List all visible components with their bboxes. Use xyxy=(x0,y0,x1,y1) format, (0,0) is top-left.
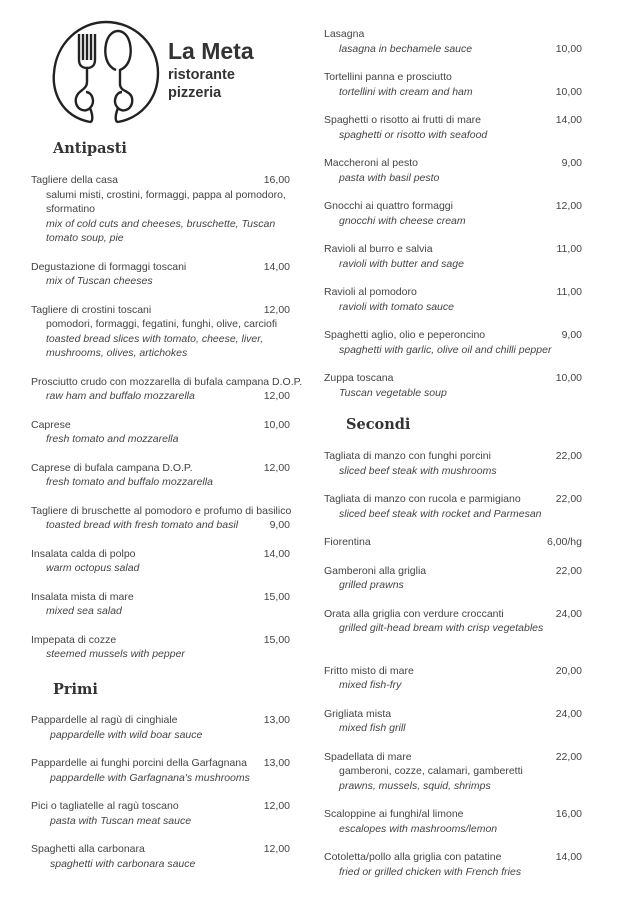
menu-item xyxy=(31,303,290,361)
dish-ingredients-row xyxy=(31,188,290,203)
dish-price: 11,00 xyxy=(556,243,582,255)
dish-name: Degustazione di formaggi toscani xyxy=(31,260,187,273)
dish-name: Spaghetti aglio, olio e peperoncino xyxy=(324,329,486,341)
dish-name-row xyxy=(31,756,290,771)
dish-name-row xyxy=(31,303,290,318)
menu-item xyxy=(31,590,290,619)
dish-translation-row xyxy=(31,857,290,872)
dish-translation: tortellini with cream and ham xyxy=(339,85,473,98)
dish-translation-row xyxy=(31,346,290,361)
dish-translation-row xyxy=(324,257,582,272)
dish-ingredients-row xyxy=(31,202,290,217)
dish-translation: tomato soup, pie xyxy=(46,232,124,244)
dish-translation: pasta with Tuscan meat sauce xyxy=(50,814,192,827)
antipasti-list xyxy=(31,173,303,676)
dish-translation: sliced beef steak with rocket and Parmesan xyxy=(339,507,542,520)
dish-name-row xyxy=(324,371,582,386)
dish-price: 10,00 xyxy=(555,42,582,55)
dish-name: Spadellata di mare xyxy=(324,750,412,763)
dish-price: 11,00 xyxy=(556,286,582,298)
menu-item xyxy=(324,328,582,357)
dish-price: 16,00 xyxy=(263,174,290,186)
dish-translation: warm octopus salad xyxy=(46,562,140,574)
dish-translation: fried or grilled chicken with French fries xyxy=(339,865,522,878)
menu-item xyxy=(31,418,290,447)
menu-item xyxy=(31,461,290,490)
dish-name-row xyxy=(324,113,582,128)
dish-price: 24,00 xyxy=(555,707,582,720)
dish-translation: spaghetti with carbonara sauce xyxy=(50,857,196,870)
dish-name-row xyxy=(324,27,582,42)
dish-translation-row xyxy=(324,507,582,522)
dish-translation: escalopes with mashrooms/lemon xyxy=(339,822,498,835)
dish-name-row xyxy=(324,328,582,343)
dish-translation-row xyxy=(324,214,582,229)
brand-subtitle-pizzeria: pizzeria xyxy=(168,85,222,101)
dish-translation-row xyxy=(324,621,582,636)
dish-price: 15,00 xyxy=(263,633,290,646)
menu-item xyxy=(324,285,582,314)
dish-translation: fresh tomato and mozzarella xyxy=(46,433,179,445)
dish-price: 14,00 xyxy=(263,260,290,273)
dish-translation: mixed sea salad xyxy=(46,605,122,617)
menu-item xyxy=(324,156,582,185)
dish-translation: mix of cold cuts and cheeses, bruschette, Tuscan xyxy=(46,217,276,230)
dish-translation: spaghetti with garlic, olive oil and chilli pepper xyxy=(339,343,552,356)
dish-name: Scaloppine ai funghi/al limone xyxy=(324,808,464,820)
menu-item xyxy=(31,547,290,576)
fork-and-spoon-icon xyxy=(50,18,162,128)
menu-item xyxy=(324,492,582,521)
dish-name-row xyxy=(31,173,290,188)
menu-item xyxy=(324,707,582,736)
menu-item xyxy=(324,70,582,99)
dish-name-row xyxy=(31,633,290,648)
menu-item xyxy=(31,260,290,289)
dish-name: Impepata di cozze xyxy=(31,633,117,646)
dish-name-row xyxy=(324,285,582,300)
brand-subtitle-ristorante: ristorante xyxy=(168,67,235,83)
dish-translation: toasted bread slices with tomato, cheese, liver, xyxy=(46,332,264,345)
dish-name: Zuppa toscana xyxy=(324,372,394,384)
dish-ingredients-row xyxy=(31,317,290,332)
dish-translation: raw ham and buffalo mozzarella xyxy=(46,390,195,402)
dish-translation-row xyxy=(324,678,582,693)
heading-secondi: Secondi xyxy=(346,416,411,433)
dish-name-row xyxy=(324,750,582,765)
dish-price: 14,00 xyxy=(263,547,290,560)
dish-translation: sliced beef steak with mushrooms xyxy=(339,464,497,477)
primi-list-right xyxy=(324,27,582,414)
dish-name: Caprese di bufala campana D.O.P. xyxy=(31,461,193,474)
dish-translation: Tuscan vegetable soup xyxy=(339,386,447,399)
dish-ingredients: pomodori, formaggi, fegatini, funghi, olive, carciofi xyxy=(46,318,278,330)
dish-name: Insalata mista di mare xyxy=(31,590,134,603)
menu-item xyxy=(31,713,290,742)
dish-name-row xyxy=(324,449,582,464)
dish-name-row xyxy=(31,260,290,275)
dish-translation: pasta with basil pesto xyxy=(339,171,440,184)
dish-price: 14,00 xyxy=(555,851,582,863)
dish-translation: ravioli with tomato sauce xyxy=(339,300,454,313)
dish-price: 10,00 xyxy=(555,372,582,384)
dish-translation-row xyxy=(31,728,290,743)
dish-name-row xyxy=(31,547,290,562)
dish-name-row xyxy=(324,70,582,85)
dish-translation-row xyxy=(31,771,290,786)
dish-price: 9,00 xyxy=(561,329,582,341)
dish-name: Spaghetti o risotto ai frutti di mare xyxy=(324,114,481,126)
dish-ingredients-row xyxy=(324,764,582,779)
dish-price: 14,00 xyxy=(555,114,582,126)
dish-price: 13,00 xyxy=(263,757,290,769)
dish-name-row xyxy=(324,156,582,171)
dish-translation-row xyxy=(31,332,290,347)
dish-name: Cotoletta/pollo alla griglia con patatine xyxy=(324,851,502,863)
dish-name: Grigliata mista xyxy=(324,707,392,720)
dish-price: 12,00 xyxy=(555,200,582,212)
dish-name-row xyxy=(324,850,582,865)
dish-translation: steemed mussels with pepper xyxy=(46,648,185,660)
dish-name: Gnocchi ai quattro formaggi xyxy=(324,200,453,212)
dish-translation: mixed fish grill xyxy=(339,722,406,734)
dish-translation-row xyxy=(31,274,290,289)
dish-name-row xyxy=(324,492,582,507)
dish-translation-row xyxy=(31,389,290,404)
dish-price: 9,00 xyxy=(561,157,582,169)
dish-name: Fritto misto di mare xyxy=(324,664,414,677)
menu-item xyxy=(324,535,582,550)
dish-name: Pappardelle ai funghi porcini della Garfagnana xyxy=(31,757,247,769)
dish-name: Tortellini panna e prosciutto xyxy=(324,71,452,83)
dish-translation-row xyxy=(324,128,582,143)
dish-name: Orata alla griglia con verdure croccanti xyxy=(324,607,504,620)
dish-translation-row xyxy=(31,604,290,619)
menu-item xyxy=(324,113,582,142)
dish-price: 10,00 xyxy=(263,418,290,431)
dish-name-row xyxy=(324,242,582,257)
dish-name-row xyxy=(324,664,582,679)
menu-item xyxy=(324,607,582,636)
heading-primi: Primi xyxy=(53,681,98,698)
dish-name: Tagliere della casa xyxy=(31,174,118,186)
menu-item xyxy=(31,375,303,404)
dish-price: 12,00 xyxy=(263,461,290,474)
dish-translation: grilled gilt-head bream with crisp vegetables xyxy=(339,622,544,634)
dish-name-row xyxy=(324,607,582,622)
dish-price: 10,00 xyxy=(555,85,582,98)
dish-translation-row xyxy=(324,171,582,186)
dish-ingredients: sformatino xyxy=(46,203,96,215)
dish-translation: grilled prawns xyxy=(339,579,404,591)
dish-price: 24,00 xyxy=(555,607,582,620)
dish-name-row xyxy=(324,199,582,214)
dish-name-row xyxy=(324,707,582,722)
primi-list-left xyxy=(31,713,290,885)
dish-translation: mushrooms, olives, artichokes xyxy=(46,347,188,359)
dish-price: 6,00/hg xyxy=(546,536,582,548)
dish-price: 12,00 xyxy=(263,800,290,812)
menu-item xyxy=(31,842,290,871)
dish-translation: lasagna in bechamele sauce xyxy=(339,42,473,55)
menu-item xyxy=(31,799,290,828)
secondi-list xyxy=(324,449,582,893)
dish-translation: mixed fish-fry xyxy=(339,679,402,691)
dish-translation-row xyxy=(31,561,290,576)
dish-ingredients: gamberoni, cozze, calamari, gamberetti xyxy=(339,765,523,777)
dish-name: Ravioli al pomodoro xyxy=(324,286,417,298)
dish-translation-row xyxy=(31,432,290,447)
menu-item xyxy=(31,504,290,533)
dish-translation: spaghetti or risotto with seafood xyxy=(339,128,488,141)
dish-name: Tagliere di bruschette al pomodoro e profumo di basilico xyxy=(31,504,292,517)
dish-price: 22,00 xyxy=(555,450,582,462)
menu-item xyxy=(324,807,582,836)
dish-translation-row xyxy=(31,518,290,533)
dish-name: Pappardelle al ragù di cinghiale xyxy=(31,714,178,726)
dish-translation: gnocchi with cheese cream xyxy=(339,214,466,227)
dish-name: Fiorentina xyxy=(324,536,371,548)
dish-translation-row xyxy=(324,343,582,358)
dish-price: 15,00 xyxy=(263,590,290,603)
heading-antipasti: Antipasti xyxy=(53,140,127,157)
menu-item xyxy=(324,199,582,228)
dish-price: 13,00 xyxy=(263,714,290,726)
menu-item xyxy=(324,664,582,693)
menu-item xyxy=(324,750,582,794)
menu-item xyxy=(324,449,582,478)
dish-translation-row xyxy=(324,464,582,479)
dish-price: 9,00 xyxy=(269,519,290,531)
dish-name-row xyxy=(31,713,290,728)
dish-name-row xyxy=(31,799,290,814)
menu-item xyxy=(324,242,582,271)
dish-translation-row xyxy=(31,475,290,490)
dish-name: Tagliata di manzo con rucola e parmigiano xyxy=(324,493,521,505)
dish-name-row xyxy=(324,535,582,550)
menu-item xyxy=(31,173,290,246)
dish-translation-row xyxy=(324,721,582,736)
brand-name: La Meta xyxy=(168,38,254,64)
dish-translation-row xyxy=(31,217,290,232)
dish-name: Spaghetti alla carbonara xyxy=(31,843,145,855)
dish-price: 22,00 xyxy=(555,493,582,505)
dish-name-row xyxy=(324,807,582,822)
dish-price: 12,00 xyxy=(263,390,290,402)
dish-translation: fresh tomato and buffalo mozzarella xyxy=(46,476,213,488)
dish-translation-row xyxy=(31,647,290,662)
dish-name: Tagliere di crostini toscani xyxy=(31,303,152,316)
menu-item xyxy=(324,564,582,593)
dish-name: Maccheroni al pesto xyxy=(324,157,418,169)
menu-item xyxy=(31,756,290,785)
dish-translation: mix of Tuscan cheeses xyxy=(46,275,153,287)
dish-translation-row xyxy=(31,814,290,829)
dish-name-row xyxy=(324,564,582,579)
dish-translation-row xyxy=(31,231,290,246)
dish-name: Ravioli al burro e salvia xyxy=(324,243,433,255)
dish-translation: pappardelle with wild boar sauce xyxy=(50,728,203,741)
dish-name-row xyxy=(31,590,290,605)
dish-price: 12,00 xyxy=(263,303,290,316)
dish-name-row xyxy=(31,418,290,433)
dish-translation-row xyxy=(324,85,582,100)
dish-name-row xyxy=(31,375,303,390)
dish-translation: pappardelle with Garfagnana's mushrooms xyxy=(50,771,250,784)
menu-item xyxy=(324,371,582,400)
dish-price: 22,00 xyxy=(555,750,582,763)
dish-translation: ravioli with butter and sage xyxy=(339,257,464,270)
dish-name: Prosciutto crudo con mozzarella di bufala campana D.O.P. xyxy=(31,375,303,388)
dish-name: Caprese xyxy=(31,418,71,431)
dish-name: Pici o tagliatelle al ragù toscano xyxy=(31,800,179,812)
dish-translation-row xyxy=(324,822,582,837)
dish-translation-row xyxy=(324,865,582,880)
dish-name-row xyxy=(31,461,290,476)
dish-price: 22,00 xyxy=(555,564,582,577)
dish-name: Lasagna xyxy=(324,28,365,40)
dish-price: 20,00 xyxy=(555,664,582,677)
dish-translation-row xyxy=(324,42,582,57)
dish-name: Gamberoni alla griglia xyxy=(324,564,427,577)
dish-translation-row xyxy=(324,779,582,794)
dish-translation-row xyxy=(324,386,582,401)
menu-item xyxy=(324,850,582,879)
dish-name: Tagliata di manzo con funghi porcini xyxy=(324,450,491,462)
dish-translation: prawns, mussels, squid, shrimps xyxy=(339,779,491,792)
menu-item xyxy=(324,27,582,56)
dish-price: 12,00 xyxy=(263,843,290,855)
dish-name: Insalata calda di polpo xyxy=(31,547,136,560)
dish-name-row xyxy=(31,504,290,519)
dish-translation-row xyxy=(324,578,582,593)
dish-name-row xyxy=(31,842,290,857)
dish-translation: toasted bread with fresh tomato and basil xyxy=(46,519,239,531)
menu-item xyxy=(31,633,290,662)
dish-translation-row xyxy=(324,300,582,315)
dish-price: 16,00 xyxy=(555,808,582,820)
dish-ingredients: salumi misti, crostini, formaggi, pappa al pomodoro, xyxy=(46,188,286,201)
